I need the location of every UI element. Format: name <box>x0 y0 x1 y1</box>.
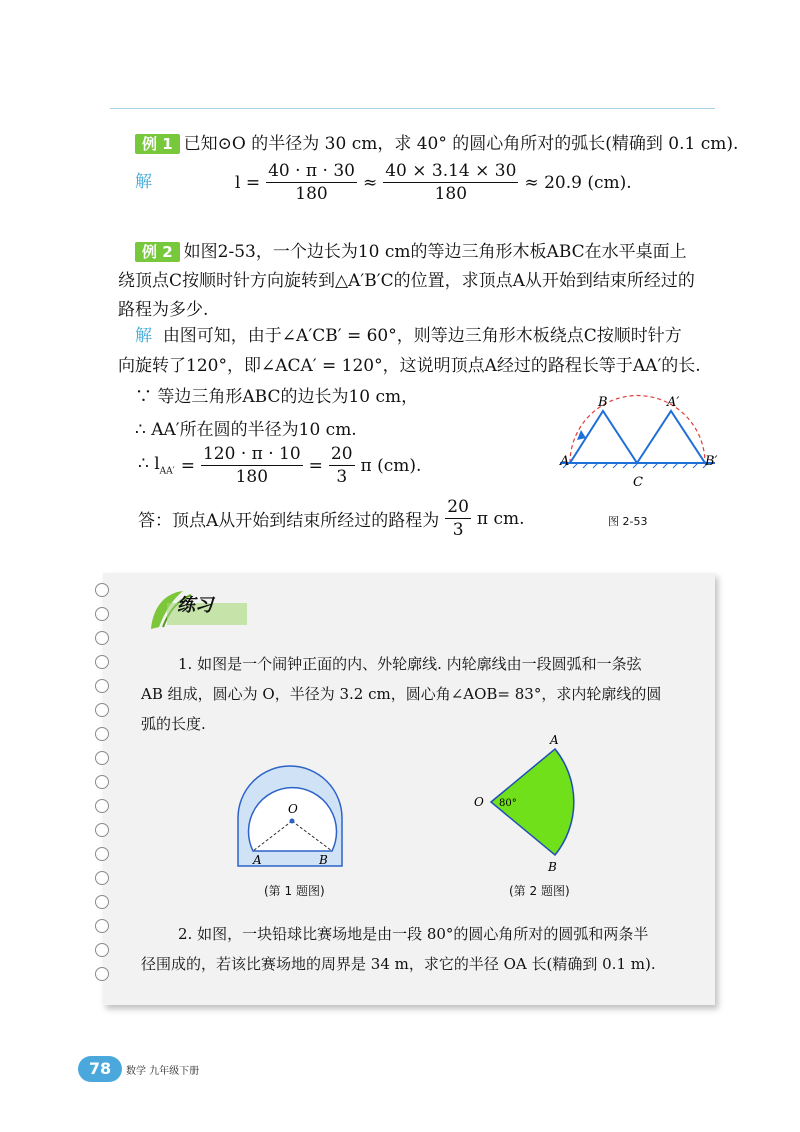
example2-problem-line1: 例 2 如图2-53，一个边长为10 cm的等边三角形木板ABC在水平桌面上 <box>135 240 687 264</box>
fig2-label-b: B <box>548 860 557 873</box>
example2-tag: 例 2 <box>135 242 180 262</box>
answer-fraction: $\frac{20}{3}$ <box>447 497 469 540</box>
book-title: 数学 九年级下册 <box>126 1066 200 1077</box>
clock-figure <box>233 763 363 873</box>
fig1-label-a: A <box>253 853 262 867</box>
fig2-label-o: O <box>474 795 484 809</box>
binder-ring <box>95 919 109 933</box>
label-a2: A′ <box>667 395 680 410</box>
binder-ring <box>95 871 109 885</box>
label-b2: B′ <box>705 454 718 469</box>
binder-ring <box>95 775 109 789</box>
arc-length-symbol: ∴ $l_{AA'}$ <box>138 454 175 477</box>
q1-line1: 1. 如图是一个闹钟正面的内、外轮廓线. 内轮廓线由一段圆弧和一条弦 <box>178 655 642 673</box>
binder-ring <box>95 943 109 957</box>
binder-ring <box>95 751 109 765</box>
binder-ring <box>95 583 109 597</box>
label-c: C <box>633 475 643 490</box>
fraction-20-3: $\frac{20}{3}$ <box>330 444 353 487</box>
example1-tag: 例 1 <box>135 134 180 154</box>
figure-2-53-caption: 图 2-53 <box>608 515 648 528</box>
therefore-line-1: ∴ AA′所在圆的半径为10 cm. <box>135 420 357 440</box>
answer-line: 答：顶点A从开始到结束所经过的路程为 $\frac{20}{3}$ π cm. <box>138 497 525 540</box>
fig1-label-o: O <box>288 802 298 816</box>
page-number: 78 <box>78 1056 122 1082</box>
example2-solution-label: 解 <box>135 326 152 346</box>
therefore-line-2: ∴ $l_{AA'}$ = $\frac{120 \cdot \pi \cdot 10}{180}$ = $\frac{20}{3}$ π (cm). <box>138 444 422 487</box>
q2-line1: 2. 如图，一块铅球比赛场地是由一段 80°的圆心角所对的圆弧和两条半 <box>178 925 649 943</box>
example1-problem <box>135 132 738 156</box>
fraction-2: $\frac{40 \times 3.14 \times 30}{180}$ <box>385 161 517 204</box>
fraction-1: $\frac{40 \cdot \pi \cdot 30}{180}$ <box>268 161 355 204</box>
eq-lhs: l = <box>235 172 261 193</box>
fig2-angle-label: 80° <box>499 798 517 809</box>
q1-line3: 弧的长度. <box>141 715 206 733</box>
because-line: ∵ 等边三角形ABC的边长为10 cm， <box>135 387 419 407</box>
binder-ring <box>95 799 109 813</box>
binder-ring <box>95 847 109 861</box>
fraction-arc: $\frac{120 \cdot \pi \cdot 10}{180}$ <box>202 444 301 487</box>
fig2-label-a: A <box>550 733 559 747</box>
practice-title: 练习 <box>177 595 213 616</box>
fig1-label-b: B <box>319 853 328 867</box>
center-point <box>290 819 295 824</box>
example2-solution-line1: 解 由图可知，由于∠A′CB′ = 60°，则等边三角形木板绕点C按顺时针方 <box>135 326 682 346</box>
binder-ring <box>95 607 109 621</box>
binder-ring <box>95 823 109 837</box>
binder-ring <box>95 631 109 645</box>
example2-solution-line2: 向旋转了120°，即∠ACA′ = 120°，这说明顶点A经过的路程长等于AA′的长. <box>118 356 701 376</box>
top-rule <box>110 108 715 109</box>
sector-figure <box>471 731 581 873</box>
eq-result: ≈ 20.9 (cm). <box>524 172 632 193</box>
figure-2-53 <box>555 388 725 493</box>
example1-solution-label: 解 <box>135 172 152 192</box>
q2-line2: 径围成的，若该比赛场地的周界是 34 m，求它的半径 OA 长(精确到 0.1 m). <box>141 955 656 973</box>
example2-problem-line3: 路程为多少. <box>118 300 209 320</box>
binder-ring <box>95 967 109 981</box>
binder-ring <box>95 895 109 909</box>
binder-ring <box>95 727 109 741</box>
label-a: A <box>560 454 570 469</box>
triangle-a2b2c <box>637 411 705 463</box>
binder-ring <box>95 679 109 693</box>
fig1-caption: (第 1 题图) <box>264 884 325 898</box>
example2-problem-line2: 绕顶点C按顺时针方向旋转到△A′B′C的位置，求顶点A从开始到结束所经过的 <box>118 271 695 291</box>
label-b: B <box>598 395 608 410</box>
example1-equation: l = $\frac{40 \cdot \pi \cdot 30}{180}$ ≈ $\frac{40 \times 3.14 \times 30}{180}$ ≈ 20.9 (cm). <box>235 161 632 204</box>
q1-line2: AB 组成，圆心为 O，半径为 3.2 cm，圆心角∠AOB= 83°，求内轮廓线的圆 <box>141 685 662 703</box>
binder-ring <box>95 655 109 669</box>
fig2-caption: (第 2 题图) <box>509 884 570 898</box>
example1-text: 已知⊙O 的半径为 30 cm，求 40° 的圆心角所对的弧长(精确到 0.1 cm). <box>183 134 739 154</box>
binder-ring <box>95 703 109 717</box>
practice-panel <box>103 573 715 1005</box>
